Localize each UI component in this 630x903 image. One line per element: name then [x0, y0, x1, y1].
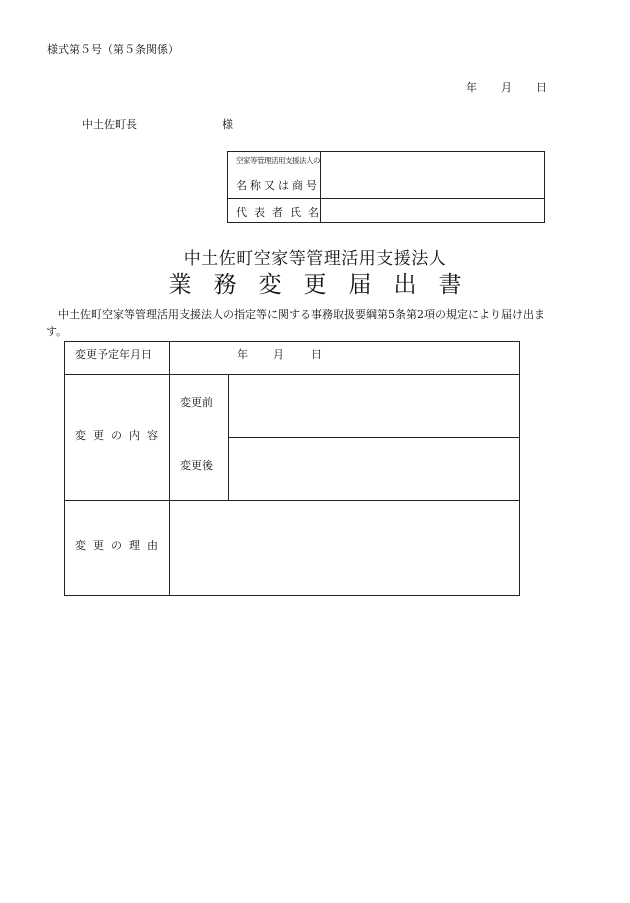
date-day-label: 日: [536, 81, 547, 94]
body-text: 中土佐町空家等管理活用支援法人の指定等に関する事務取扱要綱第5条第2項の規定により届け出ます。: [46, 308, 545, 338]
scheduled-month-label: 月: [273, 348, 284, 361]
reason-label: 変更の理由: [75, 539, 165, 552]
form-number: 様式第５号（第５条関係）: [47, 43, 179, 56]
addressee-name: 中土佐町長: [82, 118, 137, 131]
after-label: 変更後: [180, 459, 213, 472]
representative-name-field[interactable]: [321, 199, 545, 223]
reason-field[interactable]: [170, 501, 520, 596]
change-table: [64, 341, 520, 596]
content-label: 変更の内容: [75, 429, 165, 442]
scheduled-year-label: 年: [237, 348, 248, 361]
title-organization: 中土佐町空家等管理活用支援法人: [183, 249, 447, 269]
scheduled-day-label: 日: [311, 348, 322, 361]
title-document: 業務変更届出書: [168, 272, 484, 298]
org-label-small: 空家等管理活用支援法人の: [236, 156, 320, 165]
representative-label: 代表者氏名: [236, 206, 326, 219]
before-label: 変更前: [180, 396, 213, 409]
date-year-label: 年: [466, 81, 477, 94]
date-month-label: 月: [501, 81, 512, 94]
applicant-name-field[interactable]: [321, 152, 545, 198]
name-label: 名称又は商号: [236, 179, 320, 192]
scheduled-date-label: 変更予定年月日: [75, 348, 152, 361]
addressee-honorific: 様: [222, 118, 233, 131]
before-field[interactable]: [229, 375, 520, 437]
applicant-box: [227, 151, 545, 223]
submission-date: [466, 79, 547, 95]
after-field[interactable]: [229, 438, 520, 500]
